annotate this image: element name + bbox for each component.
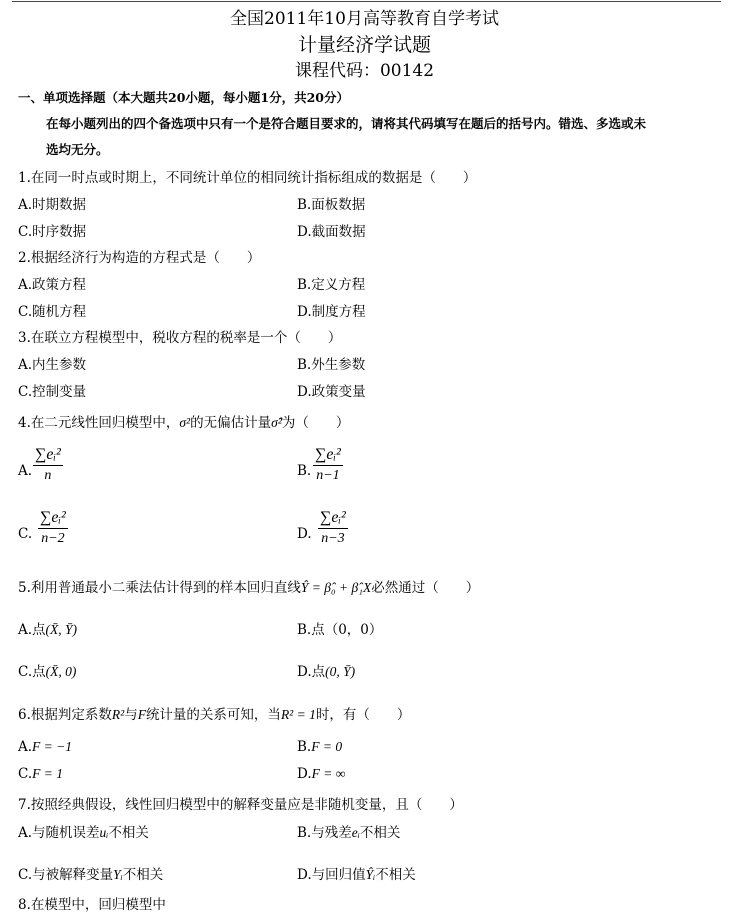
q5-stem-pre: 5.利用普通最小二乘法估计得到的样本回归直线 (18, 580, 301, 596)
q5-option-b (297, 618, 382, 638)
q4-sigma-squared: σ² (179, 415, 191, 430)
exam-line: 全国2011年10月高等教育自学考试 (230, 9, 499, 29)
q2-option-a: A.政策方程 (18, 277, 87, 293)
q7-option-c (18, 863, 163, 883)
q3-option-b: B.外生参数 (297, 357, 366, 373)
q5-a-math: (X̄, Ȳ) (45, 622, 78, 637)
q2-option-c: C.随机方程 (18, 304, 87, 320)
fraction-bar (318, 528, 348, 529)
q3-option-c: C.控制变量 (18, 384, 87, 400)
q7-c-math: Yᵢ (113, 867, 123, 882)
q4-option-b-label: B. (297, 463, 312, 479)
q6-stem-pre: 6.根据判定系数 (18, 707, 112, 723)
q7-a-post: 不相关 (108, 825, 149, 841)
q3-option-a: A.内生参数 (18, 357, 87, 373)
q1-option-d: D.截面数据 (297, 224, 366, 240)
q7-c-pre: C.与被解释变量 (18, 867, 114, 883)
q6-b-math: F = 0 (311, 739, 343, 754)
question-7-stem: 7.按照经典假设，线性回归模型中的解释变量应是非随机变量，且（ ） (18, 797, 463, 813)
q6-stem-mid1: 与 (124, 707, 138, 723)
q4-option-b-fraction (313, 446, 343, 484)
q7-b-post: 不相关 (359, 825, 401, 841)
course-code: 课程代码：00142 (294, 61, 435, 81)
q6-c-math: F = 1 (32, 766, 63, 781)
question-3-stem: 3.在联立方程模型中，税收方程的税率是一个（ ） (18, 330, 342, 346)
q4-c-numerator: ∑eᵢ² (40, 509, 66, 526)
q7-option-d (297, 863, 416, 883)
q5-option-d (297, 660, 355, 680)
next-question-cutoff: 8.在模型中，回归模型中 (18, 897, 166, 913)
q7-c-post: 不相关 (122, 867, 164, 883)
q7-a-pre: A.与随机误差 (18, 825, 100, 841)
question-4-stem (18, 411, 349, 431)
q6-c-label: C. (18, 766, 33, 782)
q6-option-c (18, 766, 63, 782)
q4-c-denominator: n−2 (41, 531, 65, 546)
q1-option-c: C.时序数据 (18, 224, 87, 240)
q4-option-a-fraction (33, 446, 63, 484)
q5-option-c (18, 660, 76, 680)
question-5-stem (18, 576, 479, 596)
q7-option-a (18, 821, 149, 841)
q7-d-math: Ŷᵢ (365, 867, 376, 882)
q4-option-d-label: D. (297, 526, 312, 542)
section-title: 一、单项选择题（本大题共20小题，每小题1分，共20分） (18, 90, 349, 105)
q6-b-label: B. (297, 739, 312, 755)
q5-a-label: A.点 (18, 622, 46, 638)
q7-b-pre: B.与残差 (297, 825, 352, 841)
q6-r-squared: R² (111, 707, 125, 722)
q5-regression-line: Ŷ = β̂₀ + β̂₁X (300, 580, 372, 595)
q4-d-numerator: ∑eᵢ² (320, 509, 346, 526)
q2-option-d: D.制度方程 (297, 304, 366, 320)
q6-option-a (18, 739, 72, 755)
q5-b-label: B.点（0，0） (297, 622, 383, 638)
question-6-stem (18, 703, 410, 723)
q6-option-b (297, 739, 342, 755)
question-1-stem: 1.在同一时点或时期上，不同统计单位的相同统计指标组成的数据是（ ） (18, 170, 477, 186)
question-2-stem: 2.根据经济行为构造的方程式是（ ） (18, 250, 261, 266)
q6-d-label: D. (297, 766, 312, 782)
q4-d-denominator: n−3 (321, 531, 345, 546)
q5-d-label: D.点 (297, 664, 326, 680)
section-instruction-line2: 选均无分。 (46, 142, 109, 157)
q5-stem-post: 必然通过（ ） (371, 580, 480, 596)
q4-b-denominator: n−1 (316, 468, 340, 483)
q4-a-denominator: n (44, 468, 52, 483)
q4-option-d-fraction (318, 509, 348, 547)
q6-f: F (137, 707, 146, 722)
q7-option-b (297, 821, 400, 841)
header-rule (12, 1, 721, 2)
q6-r-squared-eq: R² = 1 (280, 707, 316, 722)
q6-stem-post: 时，有（ ） (315, 707, 411, 723)
q1-option-a: A.时期数据 (18, 197, 87, 213)
q5-d-math: (0, Ȳ) (325, 664, 356, 679)
q1-option-b: B.面板数据 (297, 197, 366, 213)
q6-a-label: A. (18, 739, 33, 755)
course-title: 计量经济学试题 (297, 34, 431, 56)
q4-a-numerator: ∑eᵢ² (35, 446, 61, 463)
q3-option-d: D.政策变量 (297, 384, 366, 400)
q5-option-a (18, 618, 77, 638)
q4-option-c-fraction (38, 509, 68, 547)
section-instruction-line1: 在每小题列出的四个备选项中只有一个是符合题目要求的，请将其代码填写在题后的括号内。错选、多选或未 (46, 116, 647, 131)
q6-d-math: F = ∞ (311, 766, 346, 781)
q6-stem-mid2: 统计量的关系可知，当 (145, 707, 281, 723)
q4-option-c-label: C. (18, 526, 33, 542)
q4-stem-mid: 的无偏估计量 (190, 415, 272, 431)
fraction-bar (313, 465, 343, 466)
q7-b-math: eᵢ (351, 825, 360, 840)
q7-a-math: uᵢ (99, 825, 109, 840)
fraction-bar (33, 465, 63, 466)
fraction-bar (38, 528, 68, 529)
q6-a-math: F = −1 (32, 739, 73, 754)
q2-option-b: B.定义方程 (297, 277, 366, 293)
q4-b-numerator: ∑eᵢ² (315, 446, 341, 463)
q5-c-math: (X̄, 0) (45, 664, 77, 679)
q4-stem-post: 为（ ） (281, 415, 350, 431)
q7-d-pre: D.与回归值 (297, 867, 366, 883)
q7-d-post: 不相关 (375, 867, 416, 883)
q4-stem-pre: 4.在二元线性回归模型中， (18, 415, 180, 431)
q4-sigma-hat-squared: σ̂² (271, 415, 282, 430)
q4-option-a-label: A. (18, 463, 33, 479)
q5-c-label: C.点 (18, 664, 46, 680)
q6-option-d (297, 766, 345, 782)
